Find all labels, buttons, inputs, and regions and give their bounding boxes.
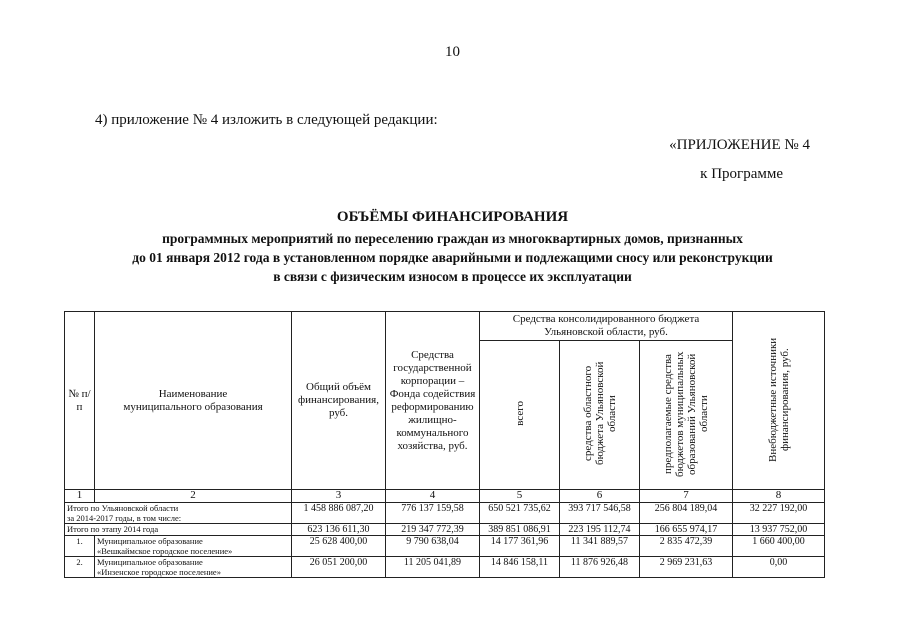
cell-fund: 11 205 041,89 (386, 557, 480, 578)
header-consolidated-budget: Средства консолидированного бюджета Ульяновской области, руб. (480, 312, 733, 341)
cell-all: 650 521 735,62 (480, 503, 560, 524)
column-number: 7 (640, 490, 733, 503)
cell-municipal: 256 804 189,04 (640, 503, 733, 524)
cell-fund: 9 790 638,04 (386, 536, 480, 557)
table-row (65, 524, 825, 536)
header-municipality-name: Наименование муниципального образования (95, 312, 292, 490)
cell-total: 623 136 611,30 (292, 524, 386, 536)
cell-total: 25 628 400,00 (292, 536, 386, 557)
cell-extra: 13 937 752,00 (733, 524, 825, 536)
cell-municipal: 2 835 472,39 (640, 536, 733, 557)
intro-text: 4) приложение № 4 изложить в следующей редакции: (95, 112, 438, 128)
header-extra-budgetary-cell (733, 312, 825, 490)
table-row (65, 503, 825, 524)
header-regional-cell (560, 341, 640, 490)
row-label-line: за 2014-2017 годы, в том числе: (67, 513, 182, 523)
header-total-financing: Общий объём финансирования, руб. (292, 312, 386, 490)
column-number: 4 (386, 490, 480, 503)
cell-extra: 0,00 (733, 557, 825, 578)
column-number: 3 (292, 490, 386, 503)
header-municipal-budget: предполагаемые средства бюджетов муниципальных образований Ульяновской области (662, 350, 711, 477)
cell-total: 1 458 886 087,20 (292, 503, 386, 524)
cell-fund: 219 347 772,39 (386, 524, 480, 536)
cell-extra: 1 660 400,00 (733, 536, 825, 557)
cell-regional: 11 341 889,57 (560, 536, 640, 557)
header-fund-means: Средства государственной корпорации – Фонда содействия реформированию жилищно-коммунального хозяйства, руб. (386, 312, 480, 490)
document-subtitle-line-1: программных мероприятий по переселению граждан из многоквартирных домов, признанных (162, 231, 743, 246)
row-label (95, 557, 292, 578)
row-label-line: Итого по Ульяновской области (67, 503, 179, 513)
cell-municipal: 166 655 974,17 (640, 524, 733, 536)
financing-table (64, 311, 825, 578)
header-regional-budget: средства областного бюджета Ульяновской области (581, 361, 618, 466)
row-number: 1. (65, 536, 95, 557)
cell-all: 389 851 086,91 (480, 524, 560, 536)
cell-extra: 32 227 192,00 (733, 503, 825, 524)
row-label-line: «Вешкаймское городское поселение» (97, 546, 233, 556)
column-number: 8 (733, 490, 825, 503)
row-label-line: Муниципальное образование (97, 557, 203, 567)
table-row (65, 536, 825, 557)
row-number: 2. (65, 557, 95, 578)
page-number: 10 (445, 44, 460, 60)
document-subtitle-line-2: до 01 января 2012 года в установленном порядке аварийными и подлежащими сносу или реконструкции (132, 250, 773, 265)
column-numbers-row (65, 490, 825, 503)
header-extra-budgetary: Внебюджетные источники финансирования, руб. (766, 336, 791, 462)
header-municipal-cell (640, 341, 733, 490)
table-row (65, 557, 825, 578)
cell-regional: 223 195 112,74 (560, 524, 640, 536)
cell-municipal: 2 969 231,63 (640, 557, 733, 578)
appendix-title: «ПРИЛОЖЕНИЕ № 4 (669, 137, 810, 153)
row-label (95, 536, 292, 557)
header-all-cell (480, 341, 560, 490)
column-number: 1 (65, 490, 95, 503)
appendix-subtitle: к Программе (700, 166, 783, 182)
column-number: 5 (480, 490, 560, 503)
row-label: Итого по этапу 2014 года (65, 524, 292, 536)
header-all: всего (513, 401, 526, 426)
cell-fund: 776 137 159,58 (386, 503, 480, 524)
row-label-line: «Инзенское городское поселение» (97, 567, 221, 577)
row-label (65, 503, 292, 524)
cell-all: 14 177 361,96 (480, 536, 560, 557)
column-number: 6 (560, 490, 640, 503)
header-number: № п/п (65, 312, 95, 490)
row-label-line: Муниципальное образование (97, 536, 203, 546)
document-title: ОБЪЁМЫ ФИНАНСИРОВАНИЯ (336, 209, 569, 225)
column-number: 2 (95, 490, 292, 503)
document-subtitle-line-3: в связи с физическим износом в процессе их эксплуатации (273, 269, 632, 284)
cell-regional: 11 876 926,48 (560, 557, 640, 578)
cell-all: 14 846 158,11 (480, 557, 560, 578)
cell-total: 26 051 200,00 (292, 557, 386, 578)
cell-regional: 393 717 546,58 (560, 503, 640, 524)
